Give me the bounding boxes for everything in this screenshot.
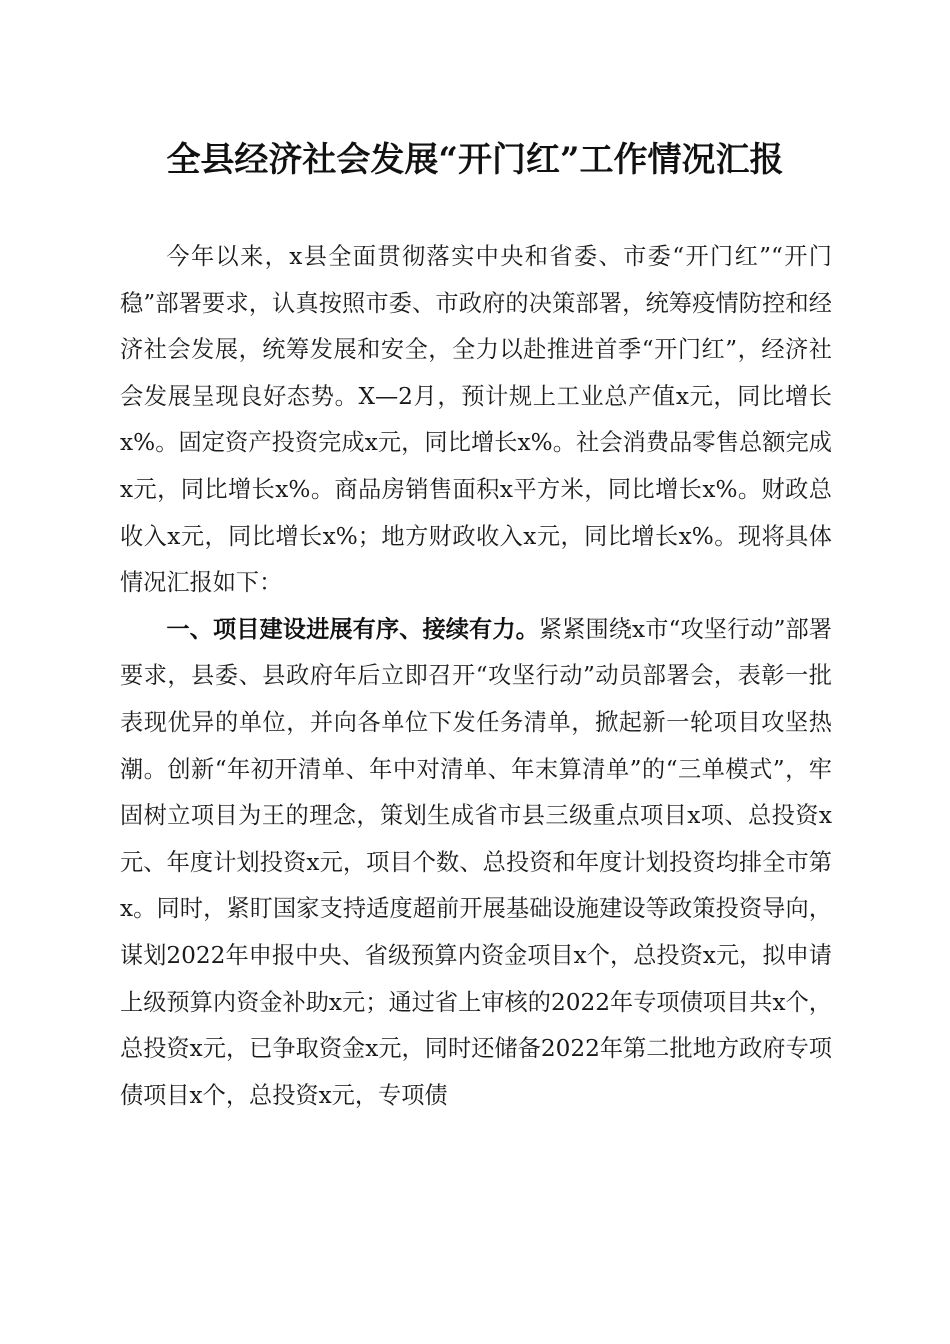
- paragraph-section-1: [120, 607, 832, 1120]
- paragraph-text: 紧紧围绕x市“攻坚行动”部署要求，县委、县政府年后立即召开“攻坚行动”动员部署会，表彰一批表现优异的单位，并向各单位下发任务清单，掀起新一轮项目攻坚热潮。创新“年初开清单、年中对清单、年末算清单”的“三单模式”，牢固树立项目为王的理念，策划生成省市县三级重点项目x项、总投资x元、年度计划投资x元，项目个数、总投资和年度计划投资均排全市第x。同时，紧盯国家支持适度超前开展基础设施建设等政策投资导向，谋划2022年申报中央、省级预算内资金项目x个，总投资x元，拟申请上级预算内资金补助x元；通过省上审核的2022年专项债项目共x个，总投资x元，已争取资金x元，同时还储备2022年第二批地方政府专项债项目x个，总投资x元，专项债: [120, 615, 832, 1109]
- paragraph-text: 今年以来，x县全面贯彻落实中央和省委、市委“开门红”“开门稳”部署要求，认真按照市委、市政府的决策部署，统筹疫情防控和经济社会发展，统筹发展和安全，全力以赴推进首季“开门红”，经济社会发展呈现良好态势。X—2月，预计规上工业总产值x元，同比增长x%。固定资产投资完成x元，同比增长x%。社会消费品零售总额完成x元，同比增长x%。商品房销售面积x平方米，同比增长x%。财政总收入x元，同比增长x%；地方财政收入x元，同比增长x%。现将具体情况汇报如下：: [120, 243, 832, 597]
- paragraph-intro: [120, 234, 832, 607]
- section-heading: 一、项目建设进展有序、接续有力。: [166, 615, 539, 643]
- document-body: [120, 234, 832, 1119]
- document-title: 全县经济社会发展“开门红”工作情况汇报: [166, 140, 784, 180]
